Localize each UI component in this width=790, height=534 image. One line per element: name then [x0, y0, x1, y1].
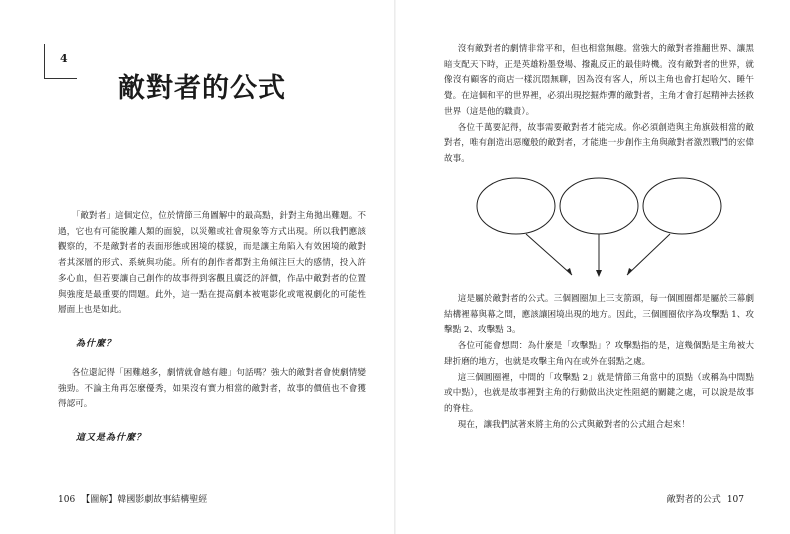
paragraph: 現在，讓我們試著來將主角的公式與敵對者的公式組合起來！ — [457, 419, 690, 430]
arrow-2-head — [596, 270, 602, 277]
paragraph: 沒有敵對者的劇情非常平和，但也相當無趣。當強大的敵對者推翻世界、讓黑暗支配天下時，正是英雄粉墨登場、撥亂反正的最佳時機。沒有敵對者的世界，就像沒有顧客的商店一樣沉悶無聊，因為沒有客人，所以主角也會打起哈欠、睡午覺。在這個和平的世界裡，必須出現挖掘炸彈的敵對者，主角才會打起精神去拯救世界（這是他的職責）。 — [444, 44, 754, 117]
chapter-running-title: 敵對者的公式 — [666, 495, 721, 505]
page-number: 106 — [58, 495, 76, 505]
paragraph: 「敵對者」這個定位，位於情節三角圖解中的最高點，針對主角拋出難題。不過，它也有可能脫離人類的面貌，以災難或社會現象等方式出現。所以我們應該觀察的，不是敵對者的表面形態或困境的樣貌，而是讓主角陷入有效困境的敵對者其深層的形式、系統與功能。所有的創作者都對主角傾注巨大的感情，投入許多心血，但若要讓自己創作的故事得到客觀且廣泛的評價，作品中敵對者的位置與強度是最重要的問題。此外，這一點在提高劇本被電影化或電視劇化的可能性層面上也是如此。 — [58, 211, 366, 316]
paragraph: 這是屬於敵對者的公式。三個圓圈加上三支箭頭，每一個圓圈都是屬於三幕劇結構裡幕與幕之間，應該讓困境出現的地方。因此，三個圓圈依序為攻擊點 1、攻擊點 2、攻擊點 3。 — [444, 294, 754, 336]
attack-point-2-circle — [560, 178, 638, 234]
paragraph: 這三個圓圈裡，中間的「攻擊點 2」就是情節三角當中的頂點（或稱為中間點或中點），也就是故事裡對主角的行動做出決定性阻絕的關鍵之處，可以說是故事的脊柱。 — [444, 372, 754, 414]
paragraph: 各位還記得「困難越多，劇情就會越有趣」句話嗎？強大的敵對者會使劇情變強勁。不論主角再怎麼優秀，如果沒有實力相當的敵對者，故事的價值也不會獲得認可。 — [58, 367, 366, 410]
chapter-number: 4 — [60, 52, 68, 65]
right-folio — [667, 492, 744, 505]
book-title: 【圖解】韓國影劇故事結構聖經 — [81, 495, 208, 505]
paragraph: 各位千萬要記得，故事需要敵對者才能完成。你必須創造與主角旗鼓相當的敵對者，唯有創造出惡魔般的敵對者，才能進一步創作主角與敵對者激烈戰鬥的宏偉故事。 — [444, 122, 754, 164]
subheading: 這又是為什麼？ — [76, 433, 147, 444]
antagonist-formula-diagram — [474, 176, 724, 280]
paragraph: 各位可能會想問：為什麼是「攻擊點」？攻擊點指的是，這幾個點是主角被大肆折磨的地方，也就是攻擊主角內在或外在弱點之處。 — [444, 341, 754, 367]
chapter-title: 敵對者的公式 — [118, 73, 286, 104]
right-page-body-bottom — [444, 292, 754, 433]
page-number: 107 — [726, 495, 744, 505]
right-page-body-top — [444, 42, 754, 168]
left-folio — [58, 492, 213, 505]
arrow-3-line — [627, 234, 670, 275]
arrow-1-line — [526, 234, 572, 275]
left-page-body — [58, 209, 366, 446]
page-gutter — [394, 0, 396, 534]
subheading: 為什麼？ — [76, 338, 117, 349]
attack-point-3-circle — [643, 178, 721, 234]
attack-point-1-circle — [477, 178, 555, 234]
